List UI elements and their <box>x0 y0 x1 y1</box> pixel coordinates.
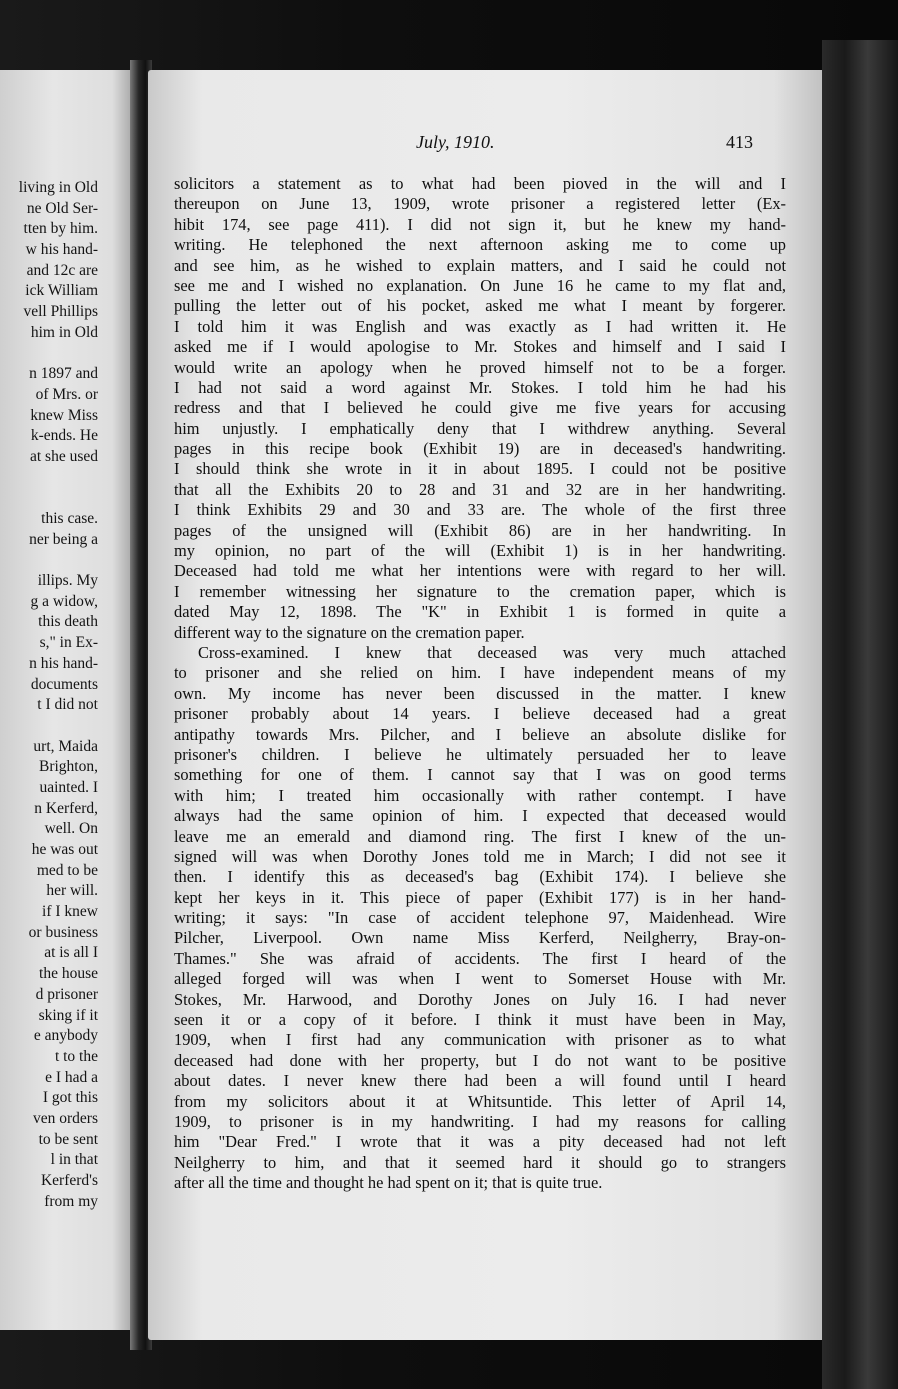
text-line: my opinion, no part of the will (Exhibit 1) is in her handwriting. <box>174 541 786 561</box>
left-page-line: ick William <box>25 282 98 300</box>
left-page-line: Kerferd's <box>40 1172 98 1189</box>
text-line: I told him it was English and was exactly as I had written it. He <box>174 316 786 336</box>
left-page-line: documents <box>30 675 98 693</box>
text-line: to prisoner and she relied on him. I have independent means of my <box>174 663 786 683</box>
left-page-line: urt, Maida <box>33 737 98 755</box>
text-line: after all the time and thought he had spent on it; that is quite true. <box>174 1173 603 1193</box>
left-page-line: tten by him. <box>23 220 98 238</box>
text-line: about dates. I never knew there had been a will found until I heard <box>174 1071 786 1091</box>
left-page-line: him in Old <box>30 323 98 341</box>
left-page-line <box>19 488 98 509</box>
left-page-line: l in that <box>50 1151 98 1169</box>
text-line: Stokes, Mr. Harwood, and Dorothy Jones on July 16. I had never <box>174 989 786 1009</box>
left-page-line: or business <box>28 923 98 941</box>
text-line: Deceased had told me what her intentions were with regard to her will. <box>174 561 786 581</box>
text-line: Thames." She was afraid of accidents. The first I heard of the <box>174 948 786 968</box>
left-page-line: med to be <box>36 861 98 879</box>
text-line: with him; I treated him occasionally with rather contempt. I have <box>174 785 786 805</box>
text-line: him unjustly. I emphatically deny that I withdrew anything. Several <box>174 418 786 438</box>
right-page-edge <box>822 40 898 1389</box>
text-line: I think Exhibits 29 and 30 and 33 are. The whole of the first three <box>174 500 786 520</box>
left-page-line: this death <box>38 613 98 631</box>
left-page-line <box>19 550 98 571</box>
text-line: hibit 174, see page 411). I did not sign it, but he knew my hand- <box>174 214 786 234</box>
text-line: I remember witnessing her signature to the cremation paper, which is <box>174 581 786 601</box>
left-page-line: this case. <box>41 510 98 527</box>
left-page-line: I got this <box>42 1089 98 1107</box>
text-line: dated May 12, 1898. The "K" in Exhibit 1 is formed in quite a <box>174 602 786 622</box>
text-line: I should think she wrote in it in about 1895. I could not be positive <box>174 459 786 479</box>
text-line: something for one of them. I cannot say that I was on good terms <box>174 765 786 785</box>
left-page-line: her will. <box>46 882 98 900</box>
running-head: July, 1910. <box>416 132 495 152</box>
text-line: different way to the signature on the cremation paper. <box>174 622 525 642</box>
left-page-line: t to the <box>54 1047 98 1065</box>
text-line: prisoner probably about 14 years. I believe deceased had a great <box>174 704 786 724</box>
left-page-line: t I did not <box>37 696 98 714</box>
text-line: that all the Exhibits 20 to 28 and 31 and 32 are in her handwriting. <box>174 479 786 499</box>
left-page-line: k-ends. He <box>30 427 98 445</box>
left-page-line: illips. My <box>37 572 98 590</box>
left-page-line: knew Miss <box>30 406 98 424</box>
text-line: redress and that I believed he could give me five years for accusing <box>174 398 786 418</box>
left-page-line: at she used <box>29 447 98 465</box>
left-page-line: vell Phillips <box>23 303 98 321</box>
text-line: writing; it says: "In case of accident telephone 97, Maidenhead. Wire <box>174 908 786 928</box>
left-page-line <box>19 716 98 737</box>
left-page-line: n his hand- <box>29 654 98 672</box>
text-line: and see him, as he wished to explain matters, and I said he could not <box>174 255 786 275</box>
left-page-line: sking if it <box>38 1006 98 1024</box>
text-line: pages in this recipe book (Exhibit 19) are in deceased's handwriting. <box>174 439 786 459</box>
left-page-line: to be sent <box>38 1130 98 1148</box>
left-page-text <box>19 178 98 1212</box>
text-line: own. My income has never been discussed in the matter. I knew <box>174 683 786 703</box>
body-text <box>174 174 786 1194</box>
text-line: I had not said a word against Mr. Stokes. I told him he had his <box>174 377 786 397</box>
text-line: see me and I wished no explanation. On June 16 he came to my flat and, <box>174 275 786 295</box>
text-line: deceased had done with her property, but I do not want to be positive <box>174 1050 786 1070</box>
left-page-line: Brighton, <box>39 758 98 776</box>
text-line: prisoner's children. I believe he ultimately persuaded her to leave <box>174 744 786 764</box>
left-page-line: of Mrs. or <box>35 385 98 403</box>
left-page-line: he was out <box>31 841 98 858</box>
text-line: 1909, to prisoner is in my handwriting. I had my reasons for calling <box>174 1111 786 1131</box>
left-page-line: ven orders <box>33 1109 98 1127</box>
text-line: then. I identify this as deceased's bag (Exhibit 174). I believe she <box>174 867 786 887</box>
text-line: Cross-examined. I knew that deceased was very much attached <box>198 642 786 662</box>
text-line: always had the same opinion of him. I expected that deceased would <box>174 806 786 826</box>
left-page-line: w his hand- <box>25 241 98 259</box>
text-line: from my solicitors about it at Whitsuntide. This letter of April 14, <box>174 1091 786 1111</box>
text-line: kept her keys in it. This piece of paper (Exhibit 177) is in her hand- <box>174 887 786 907</box>
left-page-line: g a widow, <box>30 592 98 610</box>
text-line: writing. He telephoned the next afternoon asking me to come up <box>174 235 786 255</box>
left-page-line: if I knew <box>42 903 98 921</box>
left-page-line <box>19 468 98 489</box>
left-page-line: well. On <box>44 820 98 838</box>
left-page-line: ner being a <box>29 530 98 548</box>
text-line: seen it or a copy of it before. I think it must have been in May, <box>174 1010 786 1030</box>
left-page-line: living in Old <box>18 179 98 196</box>
text-line: signed will was when Dorothy Jones told me in March; I did not see it <box>174 846 786 866</box>
text-line: solicitors a statement as to what had been pioved in the will and I <box>174 174 786 193</box>
left-page-line: ne Old Ser- <box>26 199 98 217</box>
page-number: 413 <box>726 132 753 152</box>
left-page-line: the house <box>39 965 98 983</box>
text-line: Neilgherry to him, and that it seemed hard it should go to strangers <box>174 1152 786 1172</box>
left-page-line: s," in Ex- <box>39 634 98 652</box>
text-line: him "Dear Fred." I wrote that it was a pity deceased had not left <box>174 1132 786 1152</box>
left-page-line: uainted. I <box>39 778 98 796</box>
text-line: Pilcher, Liverpool. Own name Miss Kerferd, Neilgherry, Bray-on- <box>174 928 786 948</box>
text-line: alleged forged will was when I went to Somerset House with Mr. <box>174 969 786 989</box>
left-page-line <box>19 344 98 365</box>
left-page-line: n 1897 and <box>29 365 98 383</box>
text-line: asked me if I would apologise to Mr. Stokes and himself and I said I <box>174 337 786 357</box>
text-line: thereupon on June 13, 1909, wrote prisoner a registered letter (Ex- <box>174 194 786 214</box>
left-page-line: n Kerferd, <box>34 799 98 817</box>
left-page-line: from my <box>44 1192 98 1210</box>
text-line: pulling the letter out of his pocket, asked me what I meant by forgerer. <box>174 296 786 316</box>
left-page-line: d prisoner <box>35 985 98 1003</box>
right-page <box>148 70 828 1340</box>
text-line: leave me an emerald and diamond ring. The first I knew of the un- <box>174 826 786 846</box>
left-page-line: and 12c are <box>26 261 98 279</box>
left-page-line: e anybody <box>33 1027 98 1045</box>
text-line: pages of the unsigned will (Exhibit 86) are in her handwriting. In <box>174 520 786 540</box>
text-line: would write an apology when he proved himself not to be a forger. <box>174 357 786 377</box>
left-page-line: e I had a <box>45 1068 98 1086</box>
text-line: antipathy towards Mrs. Pilcher, and I believe an absolute dislike for <box>174 724 786 744</box>
left-page-line: at is all I <box>44 944 98 962</box>
text-line: 1909, when I first had any communication with prisoner as to what <box>174 1030 786 1050</box>
left-page-fragment <box>0 70 132 1330</box>
